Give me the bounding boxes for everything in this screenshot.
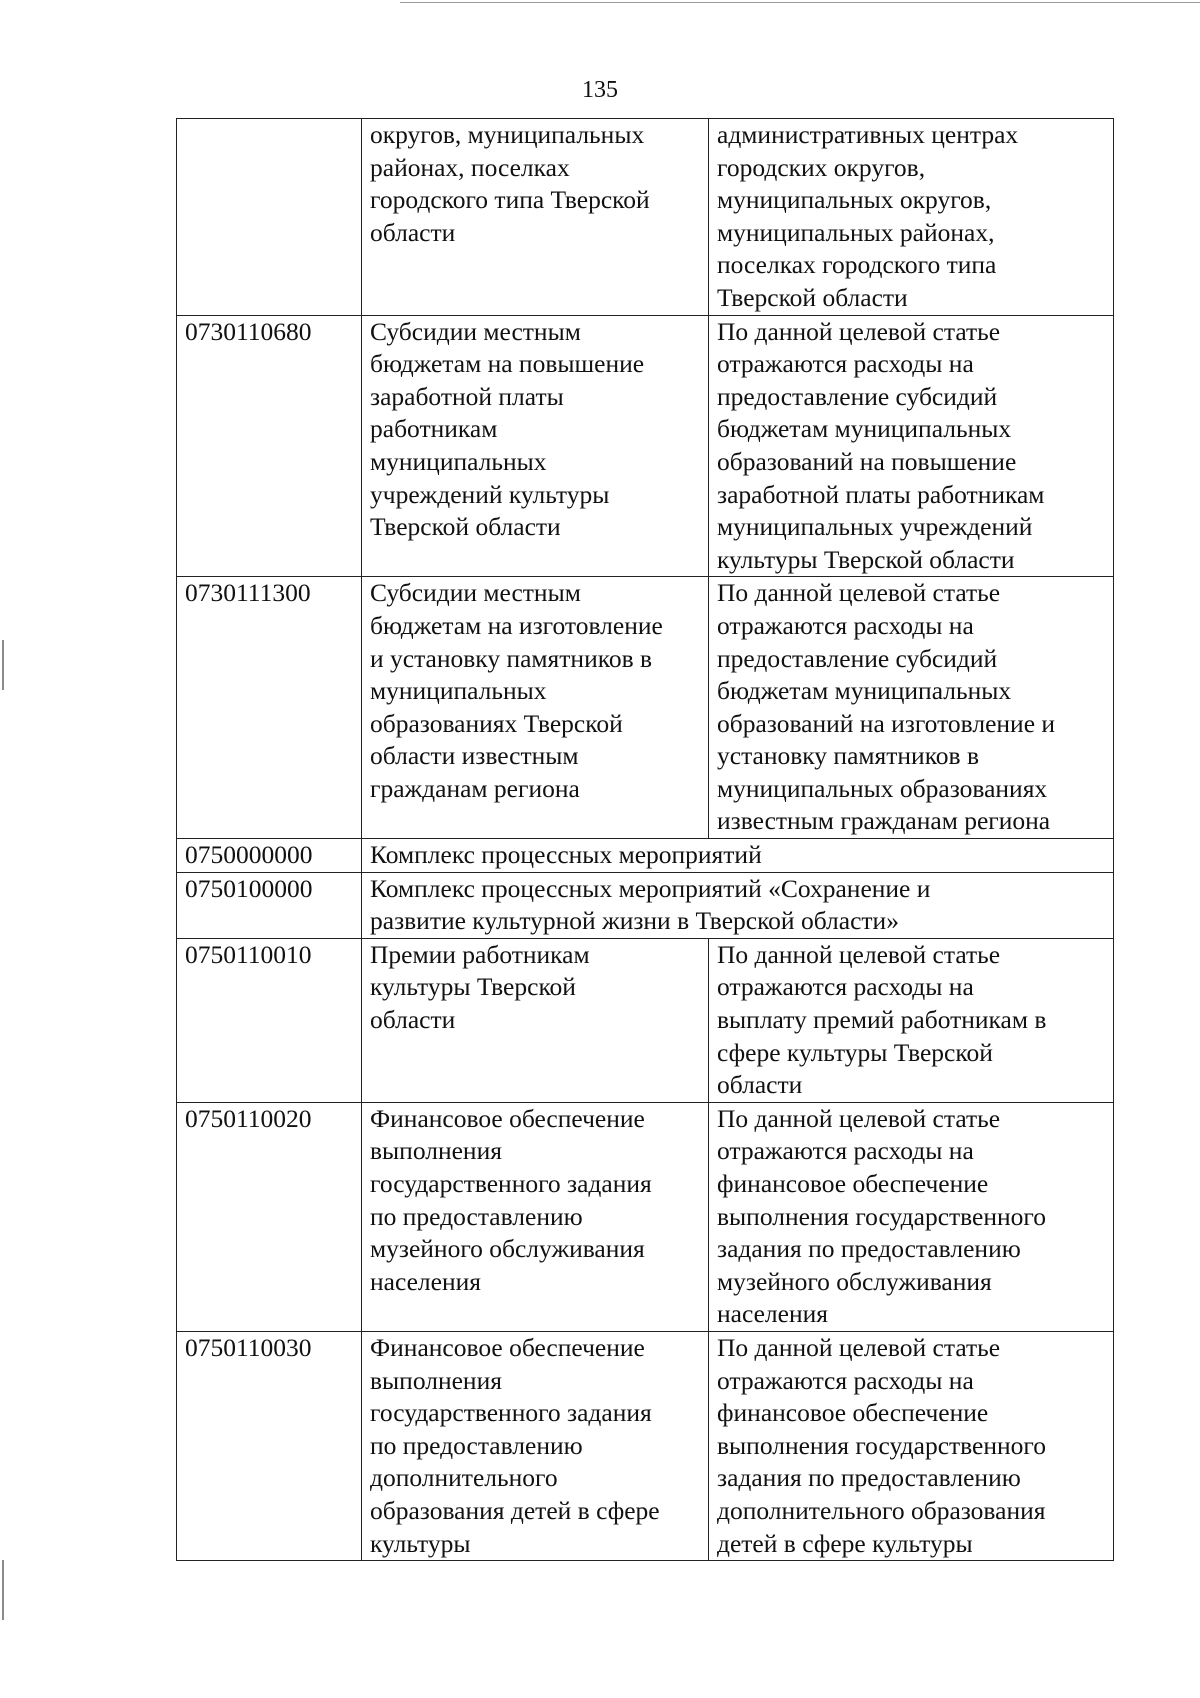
scan-edge-line bbox=[400, 2, 1200, 3]
table-row bbox=[177, 839, 1114, 873]
table-row bbox=[177, 938, 1114, 1102]
item-name-cell: Субсидии местным бюджетам на изготовление и установку памятников в муниципальных образованиях Тверской области известным гражданам региона bbox=[362, 577, 709, 839]
item-name-cell: округов, муниципальных районах, поселках городского типа Тверской области bbox=[362, 119, 709, 316]
target-code-cell bbox=[177, 119, 362, 316]
item-description-cell: По данной целевой статье отражаются расходы на предоставление субсидий бюджетам муниципальных образований на повышение заработной платы работникам муниципальных учреждений культуры Тверской области bbox=[709, 315, 1114, 577]
item-name-cell: Финансовое обеспечение выполнения государственного задания по предоставлению музейного обслуживания населения bbox=[362, 1102, 709, 1331]
target-code-cell: 0750110030 bbox=[177, 1331, 362, 1560]
target-code-cell: 0730111300 bbox=[177, 577, 362, 839]
table-row bbox=[177, 577, 1114, 839]
table-row bbox=[177, 315, 1114, 577]
item-description-cell: По данной целевой статье отражаются расходы на финансовое обеспечение выполнения государственного задания по предоставлению музейного обслуживания населения bbox=[709, 1102, 1114, 1331]
section-title-cell: Комплекс процессных мероприятий bbox=[362, 839, 1114, 873]
page-number: 135 bbox=[582, 77, 618, 103]
target-code-cell: 0750110020 bbox=[177, 1102, 362, 1331]
scan-speck bbox=[2, 640, 4, 690]
item-description-cell: По данной целевой статье отражаются расходы на финансовое обеспечение выполнения государственного задания по предоставлению дополнительного образования детей в сфере культуры bbox=[709, 1331, 1114, 1560]
section-title-cell: Комплекс процессных мероприятий «Сохранение и развитие культурной жизни в Тверской области» bbox=[362, 872, 1114, 938]
target-code-cell: 0750000000 bbox=[177, 839, 362, 873]
table-row bbox=[177, 1102, 1114, 1331]
item-description-cell: административных центрах городских округов, муниципальных округов, муниципальных районах, поселках городского типа Тверской области bbox=[709, 119, 1114, 316]
scan-speck bbox=[2, 1560, 4, 1620]
target-code-cell: 0730110680 bbox=[177, 315, 362, 577]
table-row bbox=[177, 1331, 1114, 1560]
item-description-cell: По данной целевой статье отражаются расходы на предоставление субсидий бюджетам муниципальных образований на изготовление и установку памятников в муниципальных образованиях известным гражданам региона bbox=[709, 577, 1114, 839]
item-name-cell: Финансовое обеспечение выполнения государственного задания по предоставлению дополнительного образования детей в сфере культуры bbox=[362, 1331, 709, 1560]
target-code-cell: 0750100000 bbox=[177, 872, 362, 938]
item-description-cell: По данной целевой статье отражаются расходы на выплату премий работникам в сфере культуры Тверской области bbox=[709, 938, 1114, 1102]
item-name-cell: Субсидии местным бюджетам на повышение заработной платы работникам муниципальных учреждений культуры Тверской области bbox=[362, 315, 709, 577]
table-row bbox=[177, 119, 1114, 316]
target-code-cell: 0750110010 bbox=[177, 938, 362, 1102]
budget-classification-table bbox=[176, 118, 1114, 1561]
table-row bbox=[177, 872, 1114, 938]
item-name-cell: Премии работникам культуры Тверской области bbox=[362, 938, 709, 1102]
